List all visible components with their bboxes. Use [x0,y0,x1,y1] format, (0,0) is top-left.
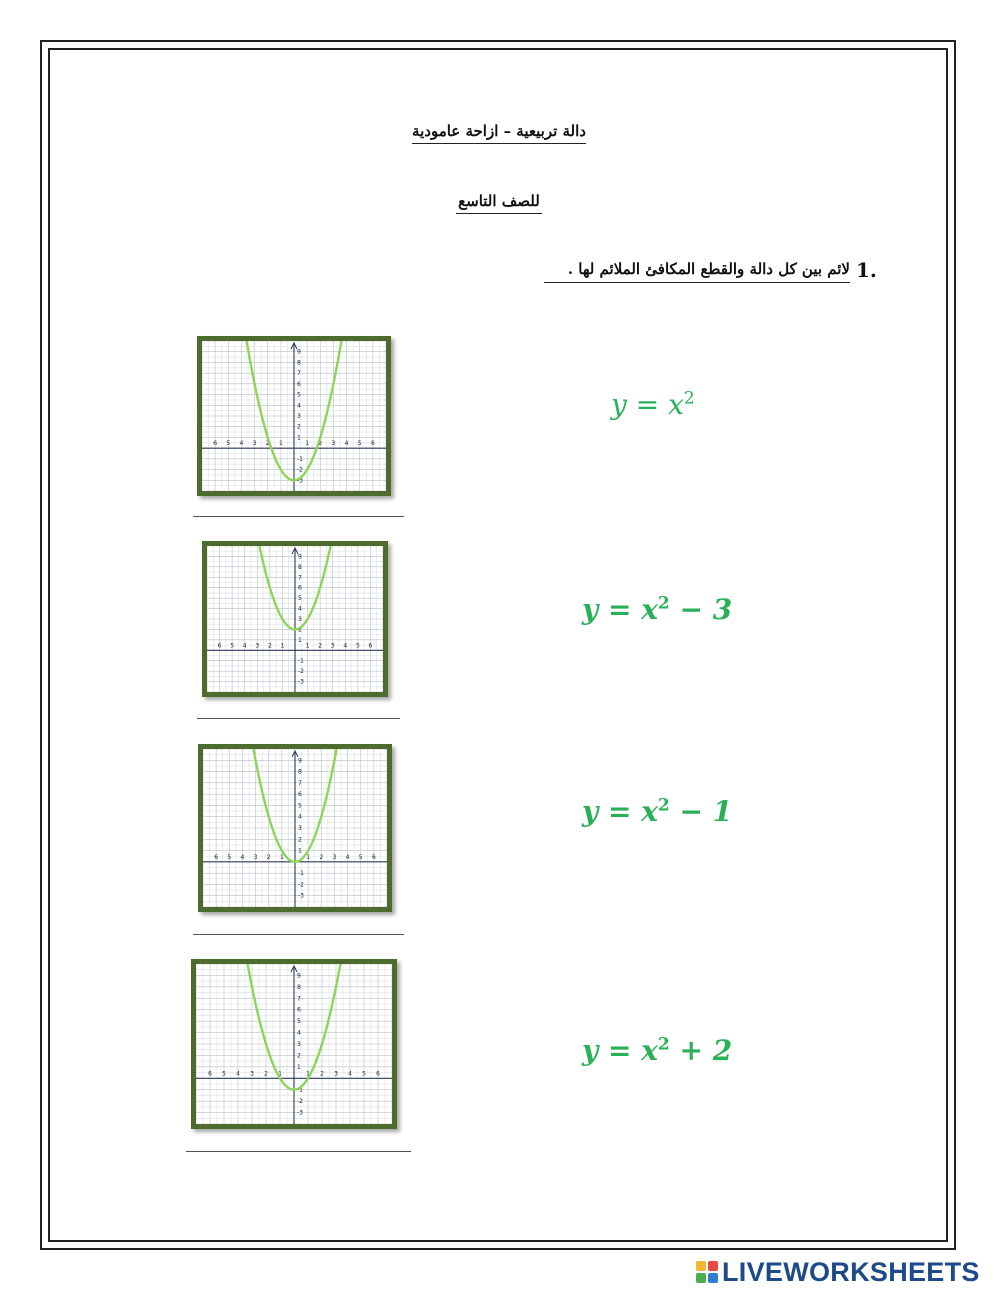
worksheet-title: دالة تربيعية – ازاحة عامودية [412,122,586,144]
equation-2[interactable]: $y = x^2 - 3$ [582,593,733,626]
y-tick-label: 8 [298,768,302,776]
equation-3[interactable]: $y = x^2 - 1$ [582,795,733,828]
y-tick-label: 5 [297,1018,301,1026]
y-tick-label: -2 [297,466,303,474]
x-tick-label: 5 [222,1070,226,1078]
grade-label: للصف التاسع [456,192,542,214]
x-tick-label: 3 [332,853,337,861]
y-tick-label: 6 [297,1006,301,1014]
logo-squares-icon [696,1261,718,1283]
y-tick-label: -1 [298,870,304,878]
y-tick-label: 6 [298,791,302,799]
x-tick-label: 6 [376,1070,380,1078]
x-tick-label: 5 [362,1070,366,1078]
parabola-graph-4 [196,964,392,1124]
x-tick-label: 5 [355,642,360,650]
y-tick-label: 3 [298,825,302,832]
x-tick-label: 2 [320,1070,324,1078]
x-tick-label: 6 [217,642,222,650]
graph-card-2[interactable] [202,541,388,697]
y-tick-label: 2 [298,836,302,844]
x-tick-label: 3 [330,642,335,650]
y-tick-label: 5 [298,595,302,603]
equation-1[interactable]: $y = x^2$ [611,388,695,421]
y-tick-label: -2 [298,668,304,676]
y-tick-label: 7 [297,995,301,1003]
x-tick-label: 1 [305,642,310,650]
answer-line-2[interactable] [197,718,400,719]
y-tick-label: -3 [297,1109,303,1117]
inner-border [48,48,948,1242]
y-tick-label: 8 [297,359,301,367]
x-tick-label: 5 [226,440,231,448]
x-tick-label: 4 [236,1070,240,1078]
x-tick-label: 1 [280,642,285,650]
y-tick-label: 5 [298,802,302,810]
y-tick-label: 4 [298,813,302,821]
x-tick-label: 1 [279,853,284,861]
parabola-graph-2 [207,546,383,692]
x-tick-label: 6 [214,853,219,861]
x-tick-label: 5 [357,440,362,448]
y-tick-label: 9 [298,757,302,765]
answer-line-3[interactable] [193,934,404,935]
liveworksheets-logo[interactable] [696,1256,980,1288]
question-text: لائم بين كل دالة والقطع المكافئ الملائم لها . [544,260,850,283]
y-tick-label: 8 [297,983,301,991]
x-tick-label: 6 [371,853,376,861]
x-tick-label: 4 [242,642,247,650]
x-tick-label: 4 [240,853,245,861]
x-tick-label: 2 [318,642,323,650]
x-tick-label: 2 [264,1070,268,1078]
x-tick-label: 4 [345,853,350,861]
equation-4[interactable]: $y = x^2 + 2$ [582,1034,733,1067]
y-tick-label: 9 [297,348,301,356]
y-tick-label: 6 [298,584,302,592]
x-tick-label: 1 [306,1070,310,1078]
graph-card-1[interactable] [197,336,391,496]
x-tick-label: 1 [278,440,283,448]
y-tick-label: -3 [298,892,304,900]
x-tick-label: 6 [208,1070,212,1078]
logo-text: LIVEWORKSHEETS [722,1256,980,1287]
y-tick-label: 1 [298,847,302,855]
y-tick-label: 1 [298,636,302,644]
y-tick-label: 3 [297,413,301,420]
x-tick-label: 6 [370,440,375,448]
parabola-graph-1 [202,341,386,491]
y-tick-label: 2 [298,626,302,634]
x-tick-label: 2 [319,853,324,861]
x-tick-label: 3 [250,1070,254,1078]
y-tick-label: 3 [297,1041,301,1048]
x-tick-label: 5 [230,642,235,650]
x-tick-label: 4 [239,440,244,448]
answer-line-1[interactable] [193,516,404,517]
y-tick-label: 4 [297,402,301,410]
x-tick-label: 2 [267,642,272,650]
y-tick-label: 7 [297,370,301,378]
x-tick-label: 2 [265,440,270,448]
y-tick-label: 6 [297,380,301,388]
graph-card-3[interactable] [198,744,392,912]
x-tick-label: 2 [318,440,323,448]
y-tick-label: -3 [298,678,304,686]
y-tick-label: 7 [298,574,302,582]
x-tick-label: 2 [266,853,271,861]
logo-square [708,1261,718,1271]
y-tick-label: 7 [298,779,302,787]
x-tick-label: 1 [305,440,310,448]
y-tick-label: -1 [297,1086,303,1094]
y-tick-label: 9 [298,553,302,561]
y-tick-label: 2 [297,423,301,431]
y-tick-label: -2 [298,881,304,889]
x-tick-label: 4 [348,1070,352,1078]
y-tick-label: 2 [297,1052,301,1060]
graph-card-4[interactable] [191,959,397,1129]
question-number: 1. [856,258,877,282]
x-tick-label: 6 [368,642,373,650]
x-tick-label: 4 [343,642,348,650]
y-tick-label: 5 [297,391,301,399]
x-tick-label: 1 [278,1070,282,1078]
x-tick-label: 3 [334,1070,338,1078]
x-tick-label: 5 [227,853,232,861]
y-tick-label: 4 [298,605,302,613]
y-tick-label: 3 [298,616,302,623]
y-tick-label: -1 [298,657,304,665]
x-tick-label: 1 [306,853,311,861]
answer-line-4[interactable] [186,1151,411,1152]
x-tick-label: 3 [252,440,257,448]
logo-square [696,1261,706,1271]
x-tick-label: 3 [331,440,336,448]
logo-square [708,1273,718,1283]
parabola-graph-3 [203,749,387,907]
x-tick-label: 5 [358,853,363,861]
x-tick-label: 3 [255,642,260,650]
y-tick-label: -3 [297,477,303,485]
x-tick-label: 3 [253,853,258,861]
x-tick-label: 6 [213,440,218,448]
y-tick-label: -2 [297,1098,303,1106]
y-tick-label: 4 [297,1029,301,1037]
logo-square [696,1273,706,1283]
y-tick-label: 9 [297,972,301,980]
x-tick-label: 4 [344,440,349,448]
y-tick-label: 1 [297,1063,301,1071]
y-tick-label: 1 [297,434,301,442]
y-tick-label: 8 [298,563,302,571]
y-tick-label: -1 [297,455,303,463]
